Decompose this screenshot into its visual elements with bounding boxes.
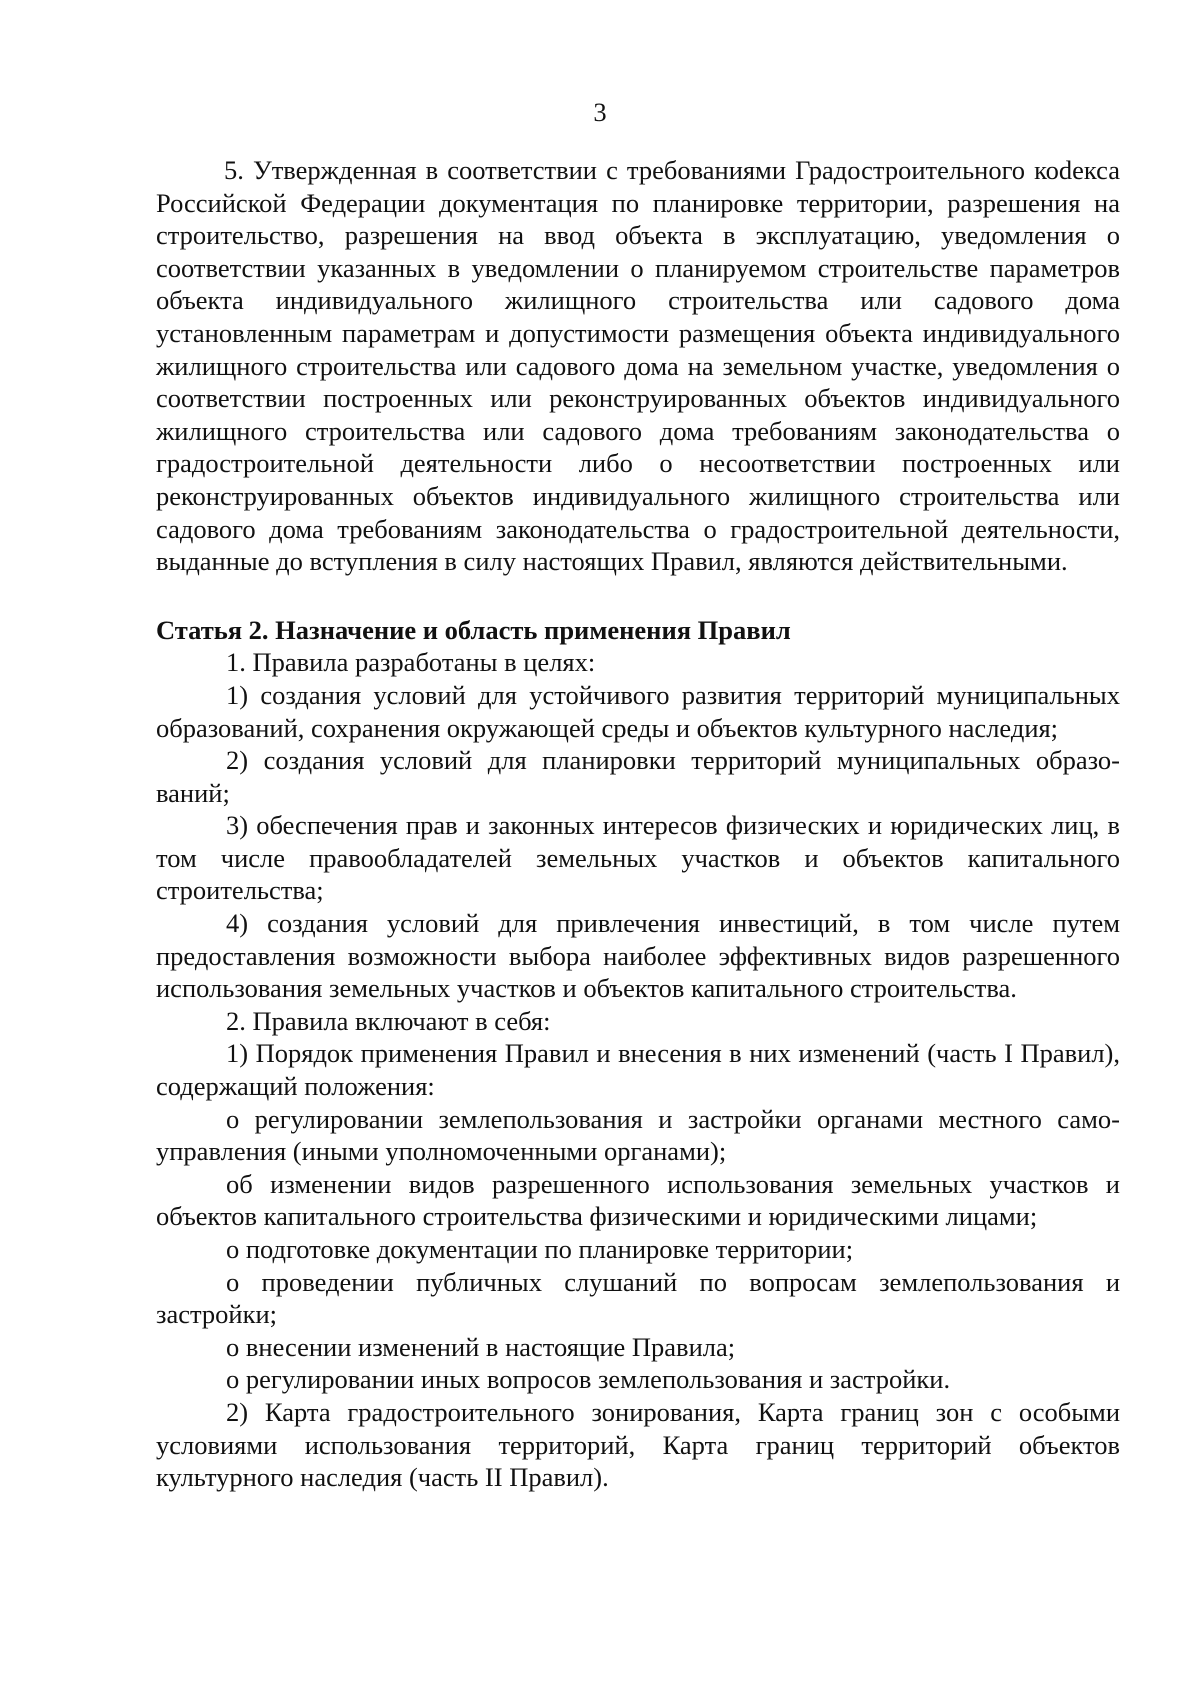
list-subitem-other-issues: о регулировании иных вопросов землепользования и застройки. [226,1364,951,1395]
article-heading: Статья 2. Назначение и область применения Правил [156,614,791,645]
document-body [156,154,1120,1494]
list-item-purpose-2: 2) создания условий для планировки территорий муниципальных образований; [156,745,1120,808]
list-item-purpose-4: 4) создания условий для привлечения инвестиций, в том числе путем предоставления возможности выбора наиболее эффективных видов разрешенного использования земельных участков и объектов капитального строительства. [156,908,1120,1004]
paragraph-item-5: 5. Утвержденная в соответствии с требованиями Градостроительного коdекса Российской Федерации документация по планировке территории, разрешения на строительство, разрешения на ввод объекта в эксплуатацию, уведомления о соответствии указанных в уведомлении о планируемом строительстве параметров объекта индивидуального жилищного строительства или садового дома установленным параметрам и допустимости размещения объекта индивидуального жилищного строительства или садового дома на земельном участке, уведомления о соответствии построенных или реконструированных объектов индивидуального жилищного строительства или садового дома требованиям законодательства о градостроительной деятельности либо о несоответствии построенных или реконструированных объектов индивидуального жилищного строительства или садового дома требованиям законодательства о градостроительной деятельности, выданные до вступления в силу настоящих Правил, являются действительными. [156,155,1120,577]
list-subitem-change-use: об изменении видов разрешенного использования земельных участков и объектов капитального строительства физическими и юридическими лицами; [156,1168,1120,1232]
paragraph-rules-include: 2. Правила включают в себя: [226,1005,551,1036]
list-item-purpose-1: 1) создания условий для устойчивого развития территорий муниципальных образований, сохранения окружающей среды и объектов культурного наследия; [156,679,1120,743]
list-item-include-1: 1) Порядок применения Правил и внесения в них изменений (часть I Правил), содержащий положения: [156,1038,1120,1102]
list-subitem-public-hearings: о проведении публичных слушаний по вопросам землепользования и застройки; [156,1266,1120,1330]
page-number: 3 [593,97,607,127]
paragraph-rules-purpose: 1. Правила разработаны в целях: [226,647,596,678]
list-item-purpose-3: 3) обеспечения прав и законных интересов физических и юридических лиц, в том числе правообладателей земельных участков и объектов капитального строительства; [156,810,1120,906]
list-item-include-2: 2) Карта градостроительного зонирования, Карта границ зон с особыми условиями использования территорий, Карта границ территорий объектов культурного наследия (часть II Правил). [156,1396,1120,1493]
list-subitem-amendments: о внесении изменений в настоящие Правила; [226,1331,736,1362]
list-subitem-planning-docs: о подготовке документации по планировке территории; [226,1234,854,1264]
list-subitem-regulation: о регулировании землепользования и застройки органами местного самоуправления (иными уполномоченными органами); [156,1103,1120,1167]
